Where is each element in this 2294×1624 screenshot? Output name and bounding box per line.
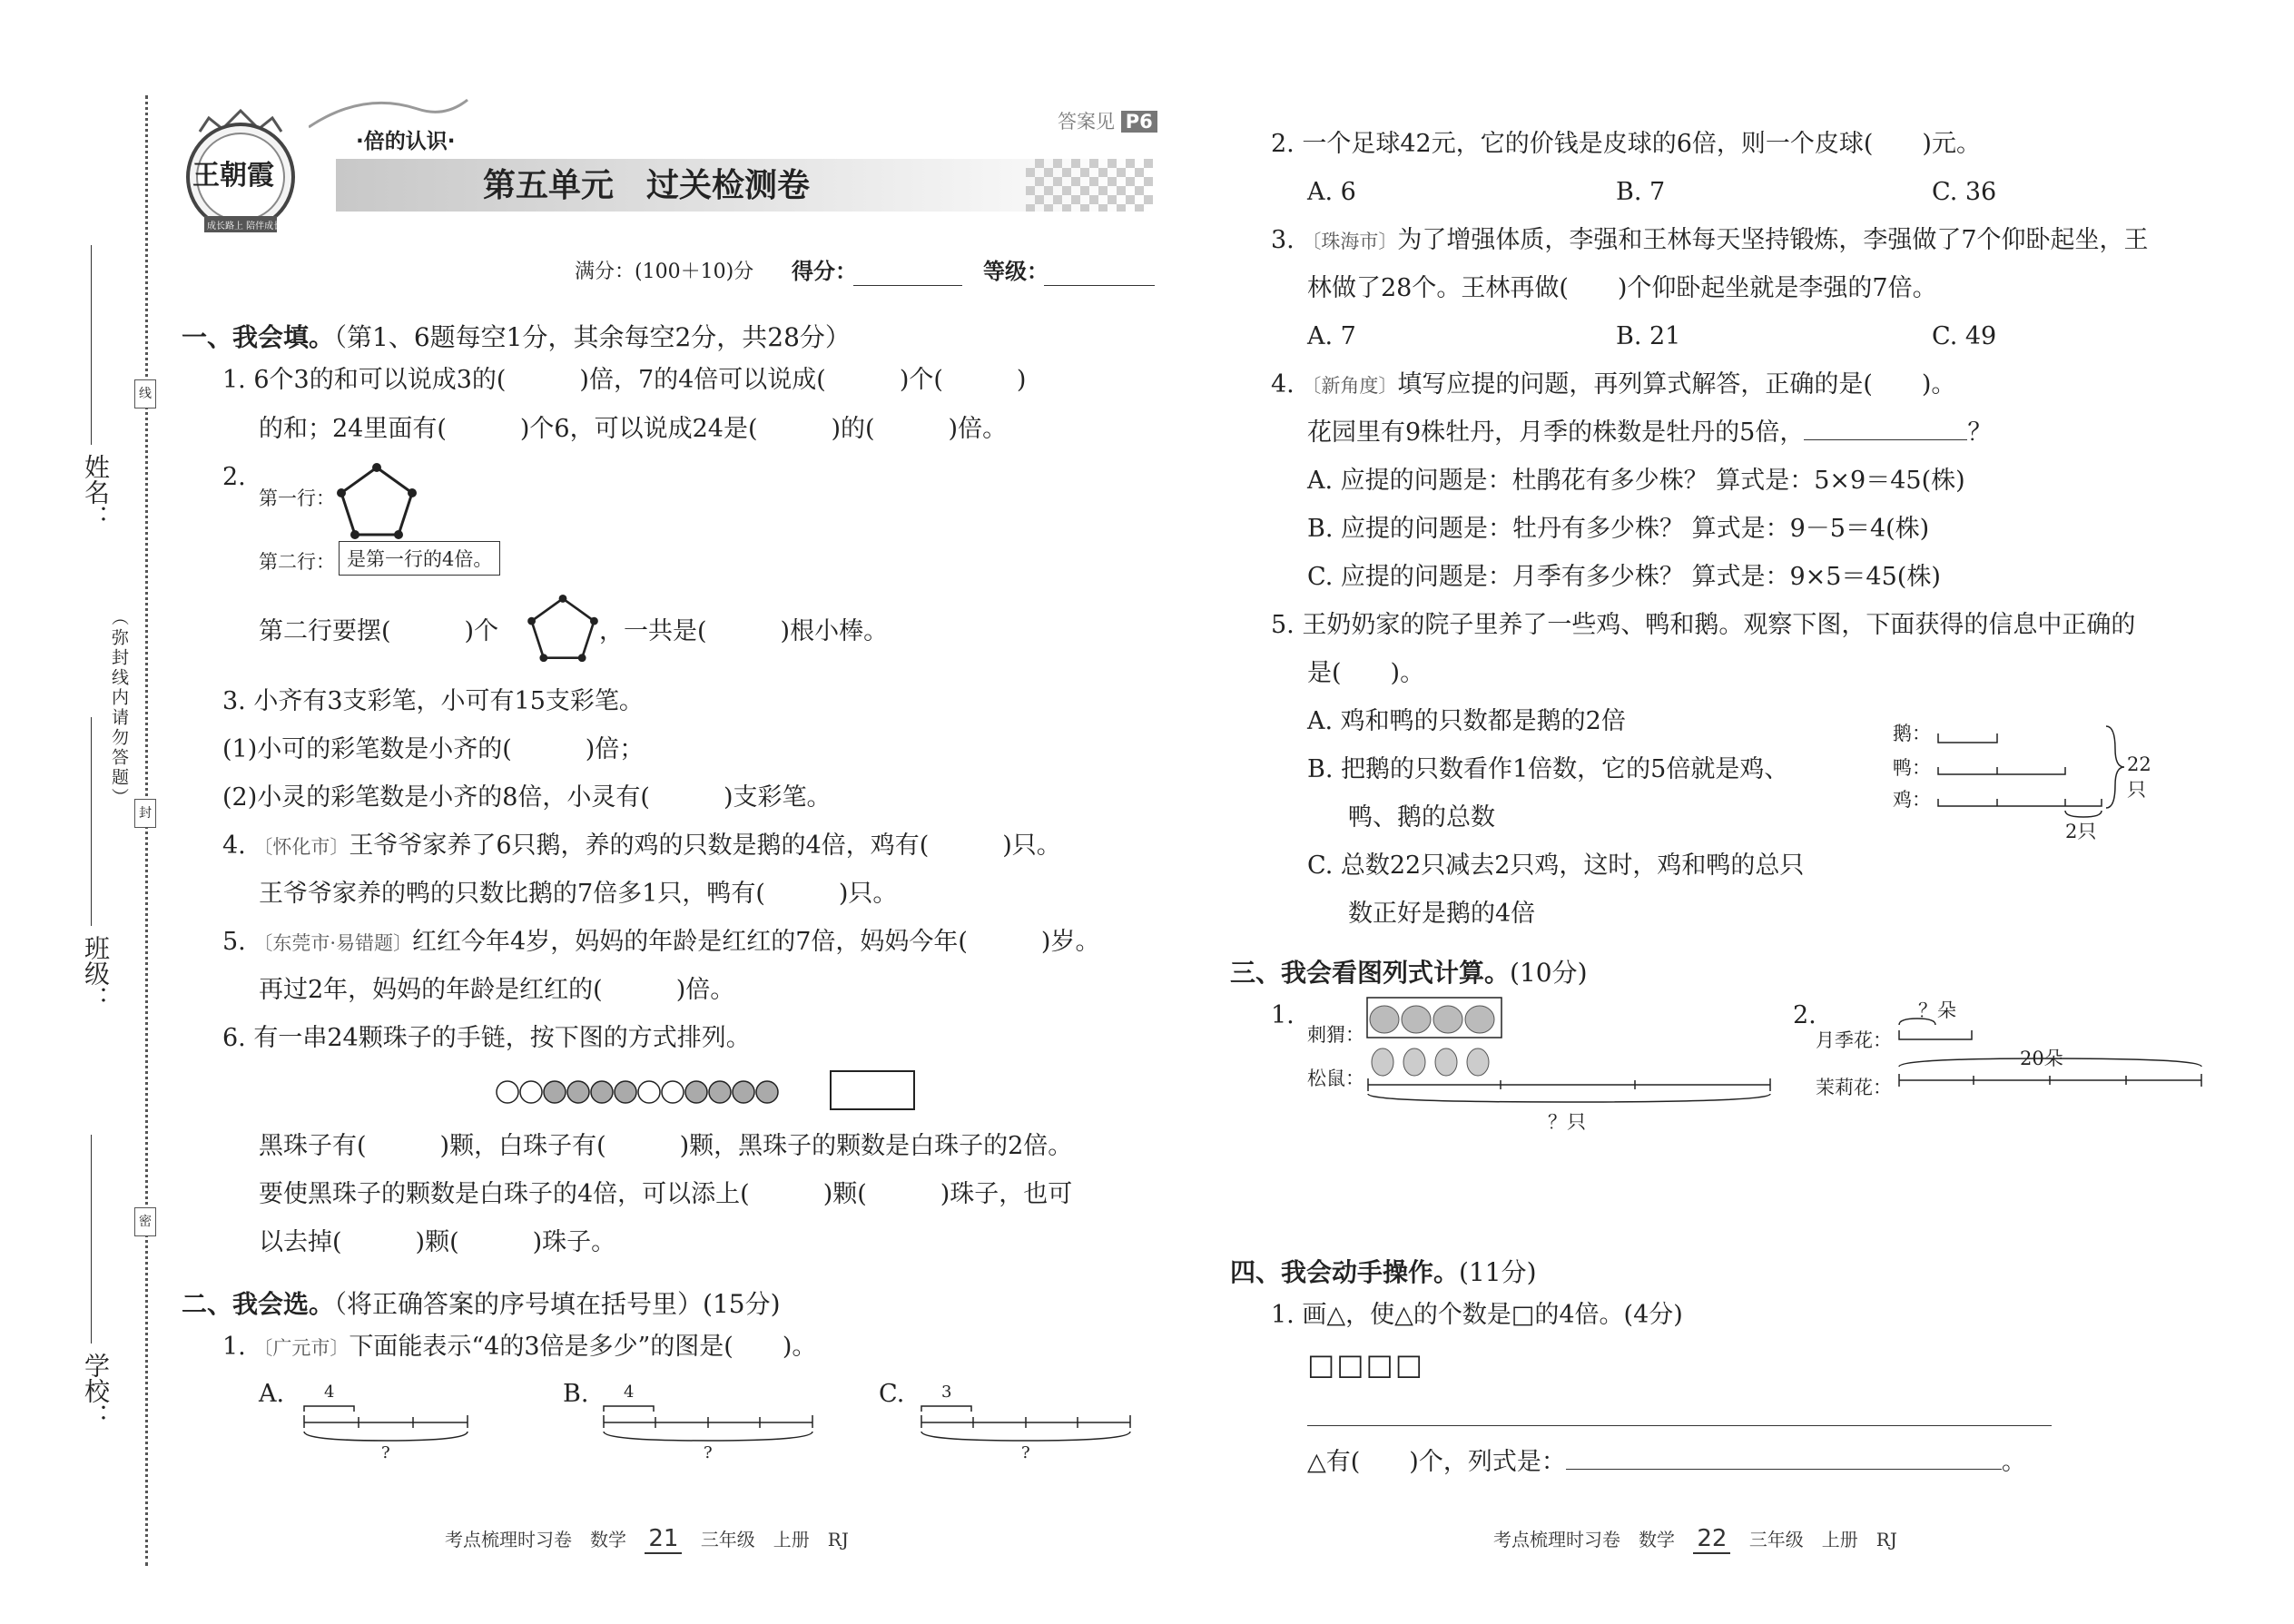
- s4-answer: [1307, 1448, 2026, 1477]
- s2-q4-blank[interactable]: [1804, 439, 1967, 440]
- section-1-title: [182, 318, 851, 354]
- section-1-heading: 一、我会填。: [182, 322, 335, 352]
- seal-note: （弥封线内请勿答题）: [109, 608, 129, 808]
- s1-q6: 6. 有一串24颗珠子的手链，按下图的方式排列。: [222, 1024, 751, 1052]
- section-4-title: [1230, 1253, 1537, 1289]
- s1-q4-text: 王爷爷家养了6只鹅，养的鸡的只数是鹅的4倍，鸡有( )只。: [349, 832, 1061, 860]
- option-a-question-mark: ?: [381, 1443, 390, 1462]
- s1-q6-line3: 以去掉( )颗( )珠子。: [259, 1228, 616, 1256]
- topic-label: ·倍的认识·: [356, 130, 456, 153]
- hedgehog-label: 刺猬：: [1307, 1024, 1364, 1046]
- score-full: 满分：(100＋10)分: [575, 261, 754, 283]
- footer-left-grade: 三年级 上册 RJ: [700, 1529, 849, 1550]
- seal-tag: 封: [134, 799, 156, 828]
- answer-ref-label: 答案见: [1058, 111, 1115, 133]
- answer-page-badge: P6: [1121, 111, 1157, 133]
- s1-q3: 3. 小齐有3支彩笔，小可有15支彩笔。: [222, 687, 644, 715]
- s2-q3-line2: 林做了28个。王林再做( )个仰卧起坐就是李强的7倍。: [1307, 274, 1937, 302]
- s2-q5-option-c1: C. 总数22只减去2只鸡，这时，鸡和鸭的总只: [1307, 851, 1805, 880]
- s2-q2-option-a: A. 6: [1307, 178, 1356, 206]
- page-number-right: 22: [1693, 1525, 1730, 1554]
- bead-chain-figure: [495, 1067, 921, 1116]
- option-b-label: B.: [563, 1380, 589, 1408]
- section-2-note: （将正确答案的序号填在括号里）(15分): [334, 1289, 781, 1319]
- name-field[interactable]: [91, 245, 92, 445]
- option-c-top-value: 3: [941, 1383, 952, 1402]
- score-field[interactable]: [853, 285, 962, 286]
- s1-q2-row2-label: 第二行：: [259, 551, 335, 573]
- grade-field[interactable]: [1044, 285, 1155, 286]
- s2-q5-line2: 是( )。: [1307, 659, 1425, 687]
- class-field[interactable]: [91, 717, 92, 926]
- school-label: 学校：: [81, 1353, 111, 1429]
- s1-q2-row1-label: 第一行：: [259, 487, 335, 509]
- footer-right-text: 考点梳理时习卷 数学: [1493, 1529, 1675, 1550]
- footer-right-grade: 三年级 上册 RJ: [1748, 1529, 1897, 1550]
- checker-pattern: [1026, 159, 1153, 212]
- s3-q2-number: 2.: [1793, 1001, 1816, 1029]
- grade-label: 等级：: [983, 259, 1049, 284]
- s2-q4-option-a: A. 应提的问题是：杜鹃花有多少株？ 算式是：5×9＝45(株): [1307, 467, 1965, 495]
- option-c-diagram: [917, 1384, 1135, 1479]
- footer-left: [445, 1525, 849, 1552]
- option-b-diagram: [599, 1384, 817, 1479]
- section-3-title: [1230, 953, 1588, 989]
- option-a-top-value: 4: [324, 1383, 335, 1402]
- seal-tag: 密: [134, 1207, 156, 1236]
- s2-q3-option-a: A. 7: [1307, 322, 1356, 350]
- s2-q3-option-b: B. 21: [1616, 322, 1681, 350]
- duck-label: 鸭：: [1893, 757, 1931, 779]
- logo-text: 王朝霞: [192, 160, 274, 192]
- pentagon-figure: [336, 463, 418, 544]
- s2-q5-option-b1: B. 把鹅的只数看作1倍数，它的5倍就是鸡、: [1307, 755, 1789, 783]
- answer-ref: [1058, 107, 1157, 134]
- s2-q3-tag: 〔珠海市〕: [1302, 231, 1398, 252]
- s2-q4-text: 填写应提的问题，再列算式解答，正确的是( )。: [1397, 370, 1956, 399]
- s2-q1: 1. 〔广元市〕下面能表示“4的3倍是多少”的图是( )。: [222, 1333, 817, 1361]
- flower-bar-figure: [1897, 1017, 2206, 1102]
- section-4-note: (11分): [1459, 1257, 1537, 1287]
- s2-q3-option-c: C. 49: [1932, 322, 1997, 350]
- s2-q5-option-c2: 数正好是鹅的4倍: [1348, 900, 1536, 928]
- option-c-label: C.: [879, 1380, 905, 1408]
- s2-q2-option-c: C. 36: [1932, 178, 1997, 206]
- squirrel-figure: [1366, 1044, 1775, 1111]
- total-label: 22只: [2127, 753, 2151, 801]
- s2-q3-line1: 3. 〔珠海市〕为了增强体质，李强和王林每天坚持锻炼，李强做了7个仰卧起坐，王: [1271, 226, 2149, 254]
- section-2-heading: 二、我会选。: [182, 1289, 335, 1319]
- s2-q4-tag: 〔新角度〕: [1302, 375, 1398, 397]
- s3-q1-number: 1.: [1271, 1001, 1295, 1029]
- rose-question: ？朵: [1918, 999, 1956, 1021]
- section-3-note: (10分): [1510, 958, 1588, 988]
- s1-q6-line2: 要使黑珠子的颗数是白珠子的4倍，可以添上( )颗( )珠子，也可: [259, 1180, 1073, 1208]
- section-1-note: （第1、6题每空1分，其余每空2分，共28分）: [334, 322, 851, 352]
- s4-answer-text: △有( )个，列式是：: [1307, 1448, 1566, 1476]
- page-number-left: 21: [645, 1525, 682, 1554]
- s1-q3-2: (2)小灵的彩笔数是小齐的8倍，小灵有( )支彩笔。: [222, 783, 832, 812]
- class-label: 班级：: [81, 935, 111, 1011]
- square-row: □□□□: [1307, 1347, 1424, 1382]
- extra-label: 2只: [2065, 821, 2097, 842]
- score-label: 得分：: [792, 259, 857, 284]
- s2-q1-tag: 〔广元市〕: [253, 1337, 350, 1359]
- section-2-title: [182, 1284, 781, 1321]
- chicken-label: 鸡：: [1893, 789, 1931, 811]
- s1-q5-line2: 再过2年，妈妈的年龄是红红的( )倍。: [259, 976, 735, 1004]
- s2-q1-text: 下面能表示“4的3倍是多少”的图是( )。: [349, 1333, 817, 1361]
- section-4-heading: 四、我会动手操作。: [1230, 1257, 1460, 1287]
- jasmine-label: 茉莉花：: [1816, 1077, 1892, 1098]
- s1-q5-line1: 5. 〔东莞市·易错题〕红红今年4岁，妈妈的年龄是红红的7倍，妈妈今年( )岁。: [222, 928, 1100, 956]
- s1-q6-line1: 黑珠子有( )颗，白珠子有( )颗，黑珠子的颗数是白珠子的2倍。: [259, 1132, 1073, 1160]
- s2-q4-option-b: B. 应提的问题是：牡丹有多少株？ 算式是：9－5＝4(株): [1307, 515, 1930, 543]
- s1-q1-line2: 的和；24里面有( )个6，可以说成24是( )的( )倍。: [259, 415, 1008, 443]
- pentagon-icon: [527, 595, 599, 666]
- rose-label: 月季花：: [1816, 1029, 1892, 1051]
- s2-q4-stem: 花园里有9株牡丹，月季的株数是牡丹的5倍，: [1307, 418, 1805, 447]
- option-b-question-mark: ?: [704, 1443, 713, 1462]
- s4-answer-end: 。: [2001, 1448, 2026, 1476]
- poultry-bar-figure: [1893, 717, 2165, 848]
- s2-q4-line2: 花园里有9株牡丹，月季的株数是牡丹的5倍， ？: [1307, 418, 1993, 447]
- s2-q3-text: 为了增强体质，李强和王林每天坚持锻炼，李强做了7个仰卧起坐，王: [1397, 226, 2149, 254]
- footer-left-text: 考点梳理时习卷 数学: [445, 1529, 626, 1550]
- drawing-line[interactable]: [1307, 1425, 2052, 1426]
- option-c-question-mark: ?: [1021, 1443, 1030, 1462]
- seal-line: [145, 95, 148, 1566]
- s4-q1: 1. 画△，使△的个数是□的4倍。(4分): [1271, 1301, 1683, 1329]
- s1-q4-line2: 王爷爷家养的鸭的只数比鹅的7倍多1只，鸭有( )只。: [259, 880, 898, 908]
- s2-q2: 2. 一个足球42元，它的价钱是皮球的6倍，则一个皮球( )元。: [1271, 130, 1981, 158]
- logo-subtext: 成长路上 陪伴成长: [207, 221, 283, 231]
- s1-q4-tag: 〔怀化市〕: [253, 836, 350, 858]
- s1-q2-box: 是第一行的4倍。: [339, 541, 500, 576]
- option-b-top-value: 4: [624, 1383, 635, 1402]
- s1-q1-line1: 1. 6个3的和可以说成3的( )倍，7的4倍可以说成( )个( ): [222, 366, 1027, 394]
- s2-q5-option-a: A. 鸡和鸭的只数都是鹅的2倍: [1307, 707, 1626, 735]
- s1-q4-line1: 4. 〔怀化市〕王爷爷家养了6只鹅，养的鸡的只数是鹅的4倍，鸡有( )只。: [222, 832, 1061, 860]
- s1-q2-answer-b: ，一共是( )根小棒。: [599, 617, 889, 645]
- section-3-heading: 三、我会看图列式计算。: [1230, 958, 1511, 988]
- goose-label: 鹅：: [1893, 723, 1931, 744]
- footer-right: [1493, 1525, 1897, 1552]
- s2-q5-option-b2: 鸭、鹅的总数: [1348, 803, 1495, 832]
- equation-blank[interactable]: [1566, 1469, 2002, 1470]
- page-title: 第五单元 过关检测卷: [483, 167, 811, 204]
- name-label: 姓名：: [81, 454, 111, 530]
- squirrel-label: 松鼠：: [1307, 1068, 1364, 1089]
- s1-q3-1: (1)小可的彩笔数是小齐的( )倍；: [222, 735, 645, 763]
- s1-q2-number: 2.: [222, 463, 246, 491]
- s2-q2-option-b: B. 7: [1616, 178, 1666, 206]
- squirrel-question: ？只: [1548, 1111, 1586, 1133]
- logo: [172, 100, 309, 236]
- hedgehog-figure: [1366, 997, 1502, 1042]
- s2-q5-line1: 5. 王奶奶家的院子里养了一些鸡、鸭和鹅。观察下图，下面获得的信息中正确的: [1271, 611, 2136, 639]
- s1-q5-tag: 〔东莞市·易错题〕: [253, 932, 413, 954]
- jasmine-total: 20朵: [2020, 1048, 2063, 1069]
- s2-q4-option-c: C. 应提的问题是：月季有多少株？ 算式是：9×5＝45(株): [1307, 563, 1941, 591]
- s1-q5-text: 红红今年4岁，妈妈的年龄是红红的7倍，妈妈今年( )岁。: [412, 928, 1100, 956]
- s1-q2-answer-a: 第二行要摆( )个: [259, 617, 499, 645]
- s2-q4-line1: 4. 〔新角度〕填写应提的问题，再列算式解答，正确的是( )。: [1271, 370, 1956, 399]
- seal-tag: 线: [134, 379, 156, 408]
- school-field[interactable]: [91, 1135, 92, 1343]
- option-a-diagram: [300, 1384, 472, 1479]
- option-a-label: A.: [259, 1380, 285, 1408]
